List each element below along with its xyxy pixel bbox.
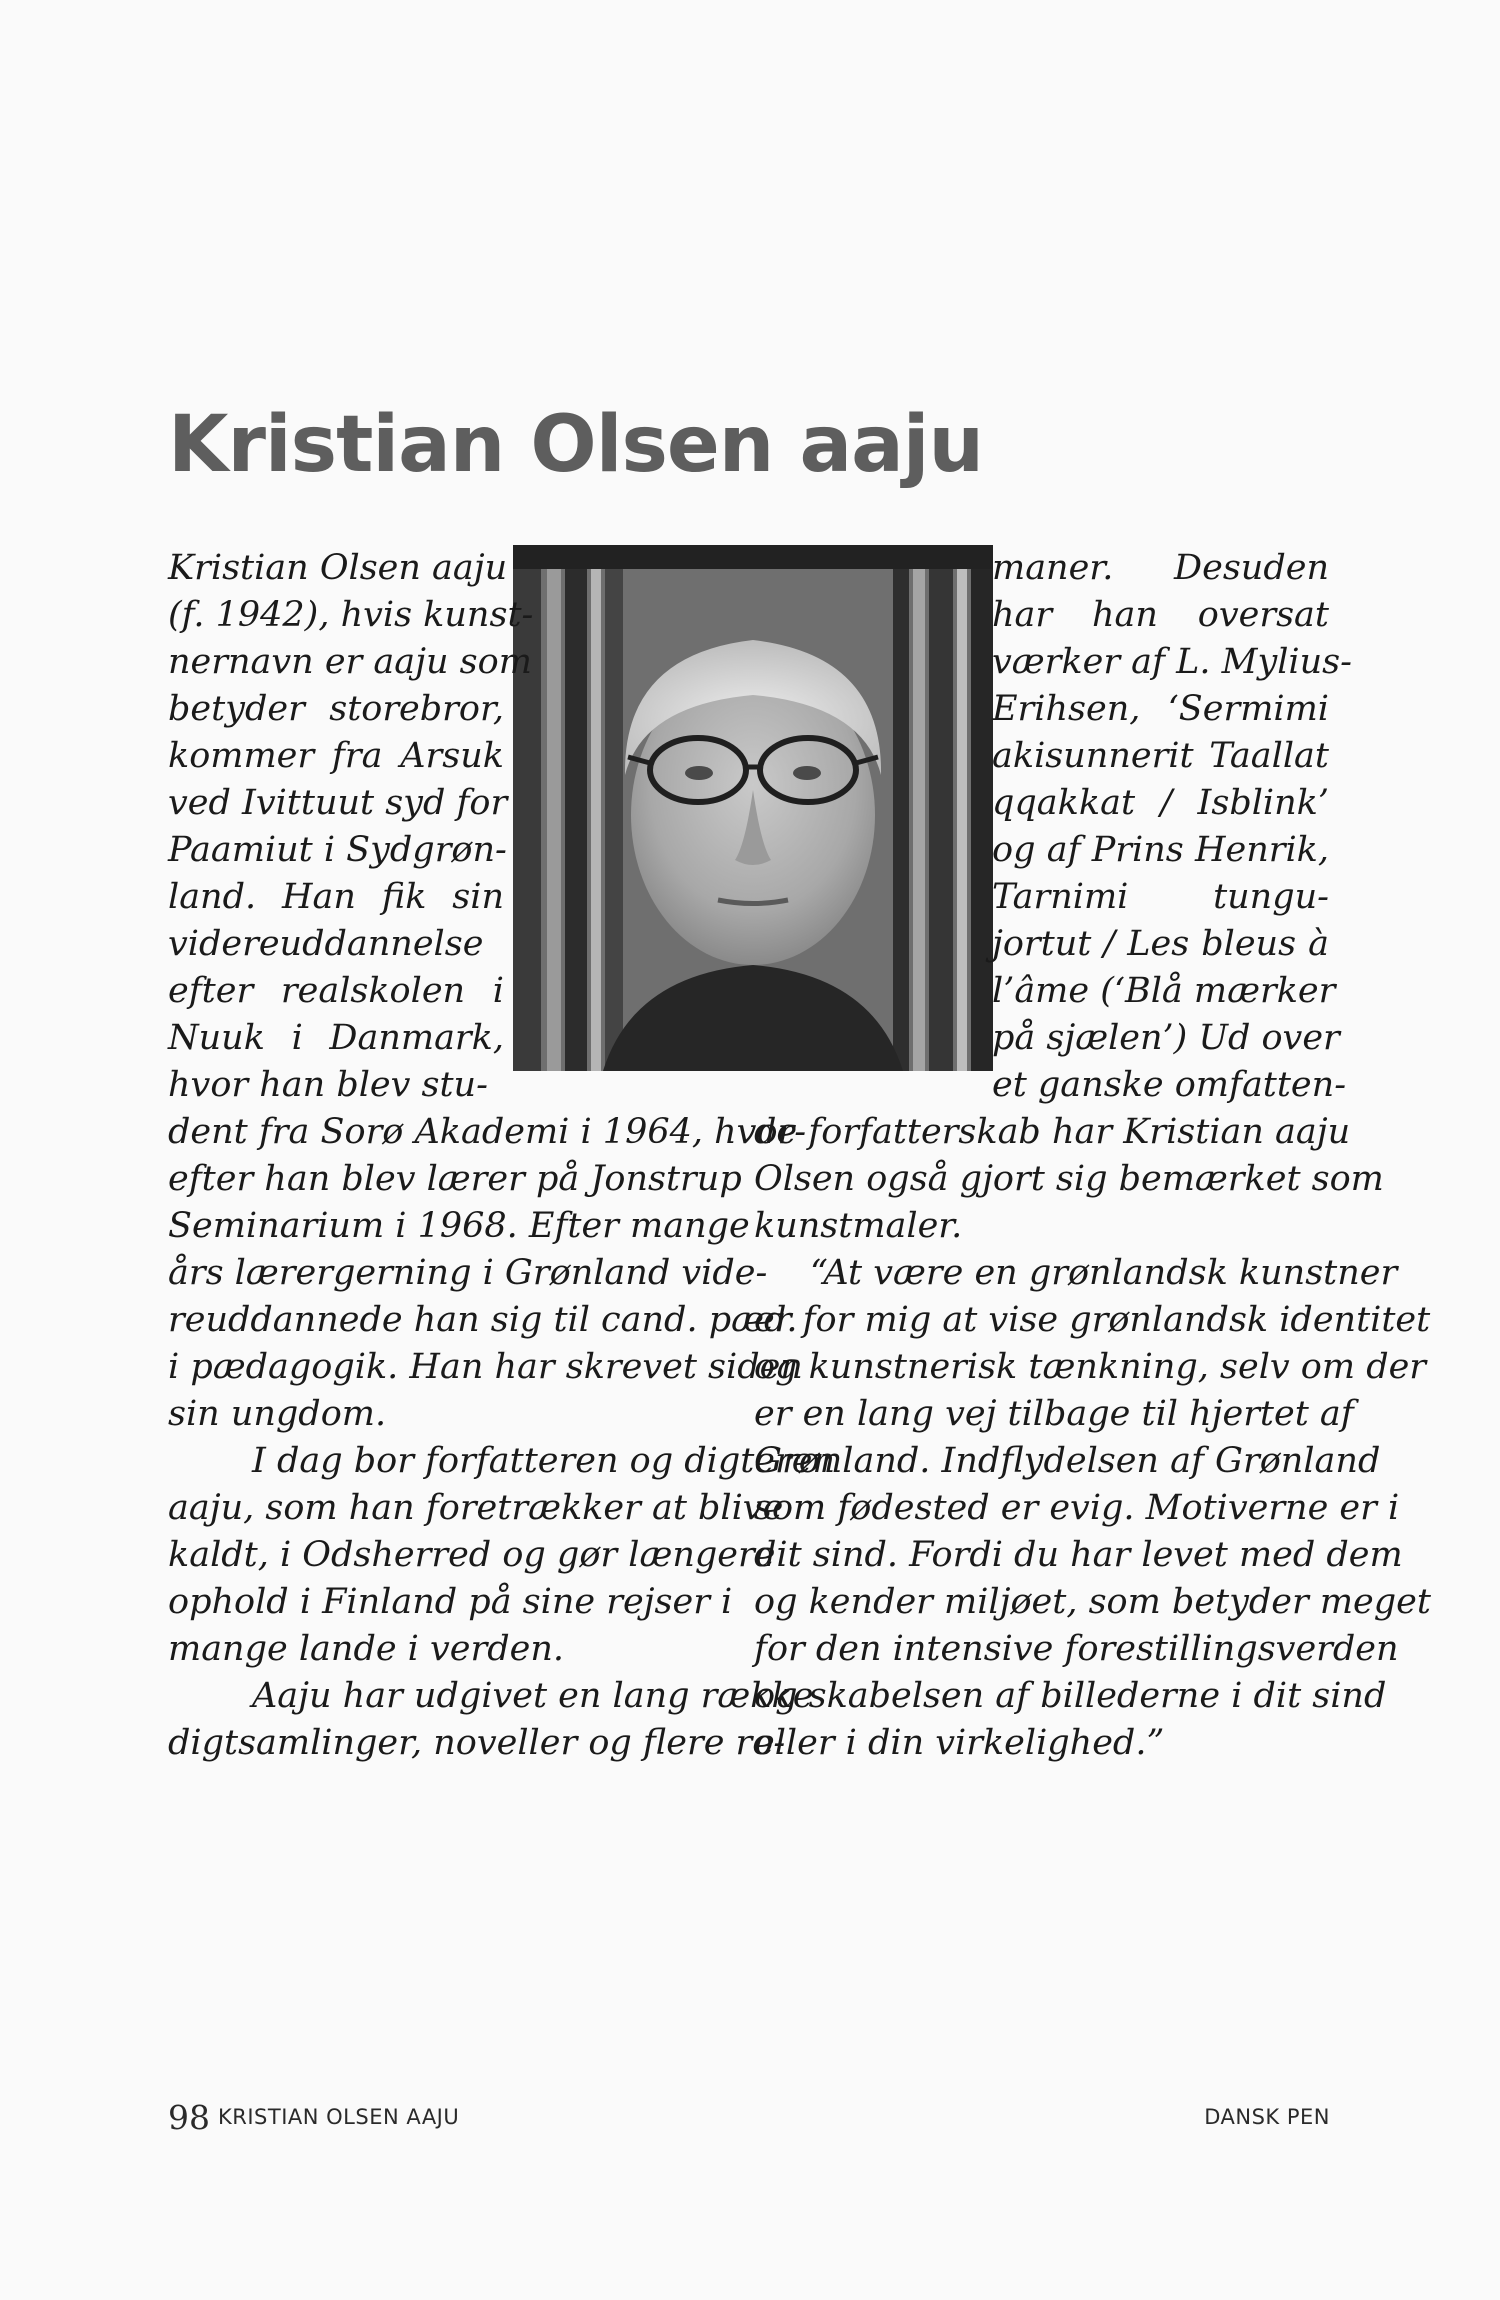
text-line: mange lande i verden. <box>168 1629 565 1669</box>
text-line: har han oversat <box>992 595 1329 635</box>
text-line: ophold i Finland på sine rejser i <box>168 1582 733 1622</box>
text-line: års lærergerning i Grønland vide- <box>168 1253 768 1293</box>
text-line: nernavn er aaju som <box>168 642 532 682</box>
text-line: kommer fra Arsuk <box>168 736 504 776</box>
text-line: og af Prins Henrik, <box>992 830 1329 870</box>
text-line: Nuuk i Danmark, <box>168 1018 504 1058</box>
text-line: Grønland. Indflydelsen af Grønland <box>754 1441 1381 1481</box>
text-line: aaju, som han foretrækker at blive <box>168 1488 784 1528</box>
text-line: reuddannede han sig til cand. pæd. <box>168 1300 798 1340</box>
text-line: er en lang vej tilbage til hjertet af <box>754 1394 1354 1434</box>
text-line: dit sind. Fordi du har levet med dem <box>754 1535 1403 1575</box>
text-line: dent fra Sorø Akademi i 1964, hvor- <box>168 1112 807 1152</box>
text-line: digtsamlinger, noveller og flere ro- <box>168 1723 786 1763</box>
text-line: de forfatterskab har Kristian aaju <box>754 1112 1351 1152</box>
text-line: ved Ivittuut syd for <box>168 783 508 823</box>
text-line: Kristian Olsen aaju <box>168 548 508 588</box>
text-line: Paamiut i Sydgrøn- <box>168 830 507 870</box>
text-line: hvor han blev stu- <box>168 1065 488 1105</box>
text-line: og skabelsen af billederne i dit sind <box>754 1676 1387 1716</box>
right-column <box>754 545 1431 1767</box>
text-line: efter han blev lærer på Jonstrup <box>168 1159 742 1199</box>
text-line: Seminarium i 1968. Efter mange <box>168 1206 750 1246</box>
text-line: sin ungdom. <box>168 1394 387 1434</box>
running-head-publication: DANSK PEN <box>1204 2105 1330 2129</box>
text-line: eller i din virkelighed.” <box>754 1723 1165 1763</box>
text-line: videreuddannelse <box>168 924 484 964</box>
text-line: maner. Desuden <box>992 548 1329 588</box>
text-line: Erihsen, ‘Sermimi <box>992 689 1329 729</box>
text-line: efter realskolen i <box>168 971 504 1011</box>
text-line: Aaju har udgivet en lang række <box>252 1676 814 1716</box>
text-line: akisunnerit Taallat <box>992 736 1329 776</box>
text-line: og kender miljøet, som betyder meget <box>754 1582 1431 1622</box>
running-head-section: KRISTIAN OLSEN AAJU <box>218 2105 460 2129</box>
text-line: betyder storebror, <box>168 689 504 729</box>
text-line: i pædagogik. Han har skrevet siden <box>168 1347 803 1387</box>
text-line: jortut / Les bleus à <box>992 924 1329 964</box>
left-column <box>168 545 835 1767</box>
text-line: som fødested er evig. Motiverne er i <box>754 1488 1400 1528</box>
text-line: er for mig at vise grønlandsk identitet <box>754 1300 1431 1340</box>
text-line: Tarnimi tungu- <box>992 877 1329 917</box>
text-line: Olsen også gjort sig bemærket som <box>754 1159 1384 1199</box>
text-line: qqakkat / Isblink’ <box>992 783 1329 823</box>
text-line: (f. 1942), hvis kunst- <box>168 595 534 635</box>
page-title: Kristian Olsen aaju <box>168 400 984 490</box>
text-line: værker af L. Mylius- <box>992 642 1352 682</box>
text-line: kunstmaler. <box>754 1206 963 1246</box>
text-line: “At være en grønlandsk kunstner <box>810 1253 1398 1293</box>
text-line: land. Han fik sin <box>168 877 504 917</box>
text-line: kaldt, i Odsherred og gør længere <box>168 1535 776 1575</box>
text-line: og kunstnerisk tænkning, selv om der <box>754 1347 1427 1387</box>
text-line: et ganske omfatten- <box>992 1065 1347 1105</box>
text-line: I dag bor forfatteren og digteren <box>252 1441 835 1481</box>
text-line: på sjælen’) Ud over <box>992 1018 1340 1058</box>
text-line: l’âme (‘Blå mærker <box>992 971 1336 1011</box>
page-number: 98 <box>168 2098 210 2137</box>
text-line: for den intensive forestillingsverden <box>754 1629 1399 1669</box>
